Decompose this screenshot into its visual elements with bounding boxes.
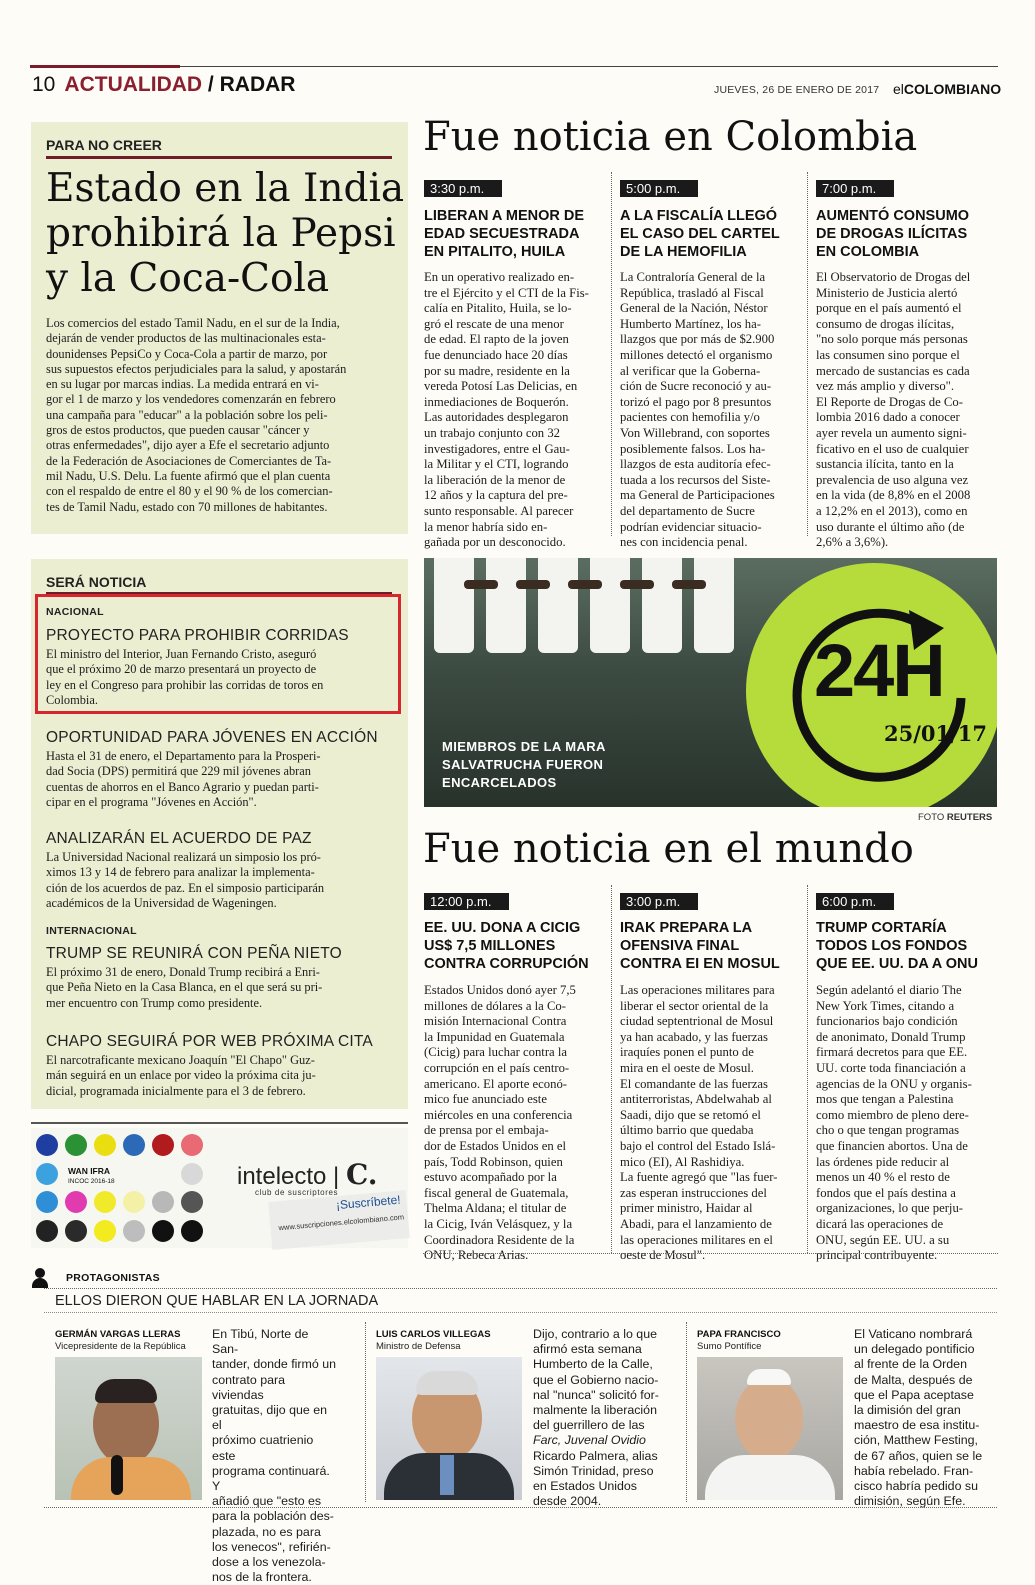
body-line: con el respaldo de entre el 80 y el 90 % de los comercian- [46,484,333,499]
quote-line: plazada, no es para [212,1524,321,1539]
person-name: GERMÁN VARGAS LLERAS [55,1329,181,1340]
body-line: ley en el Congreso para prohibir las corridas de toros en [46,677,324,692]
body-line: sus supuestos efectos perjudiciales para la salud, y apostarán [46,361,347,376]
body-line: prevalencia de uso alguna vez [816,472,969,487]
quote-line: Ricardo Palmera, alias [533,1448,658,1463]
body-line: Las operaciones militares para [620,983,775,997]
quote-line: tander, donde firmó un [212,1357,336,1372]
body-line: del departamento de Sucre [620,503,755,518]
column-divider [807,885,808,1253]
body-line: mer encuentro con Trump como presidente. [46,995,263,1010]
quote-line: había rebelado. Fran- [854,1463,974,1478]
body-line: cipar en el programa "Jóvenes en Acción". [46,794,257,809]
quote-line: ción, Matthew Festing, [854,1433,978,1448]
body-line: que el próximo 20 de marzo presentará un proyecto de [46,662,317,677]
featured-photo [424,558,997,807]
news-title [620,919,805,973]
quote-line: Simón Trinidad, preso [533,1463,654,1478]
body-line: El ministro del Interior, Juan Fernando Cristo, aseguró [46,647,317,661]
title-line: Estado en la India [46,166,405,211]
body-line: que Peña Nieto en la Casa Blanca, en el que será su pri- [46,980,323,995]
body-line: lombia 2016 dado a conocer [816,410,960,425]
body-line: La Universidad Nacional realizará un simposio los pró- [46,850,321,864]
body-line: fue denunciado hace 20 días [424,347,568,362]
body-line: Abadi, para el lanzamiento de [620,1216,772,1231]
quote-line: nos de la frontera. [212,1570,312,1585]
sera-noticia-item-body [46,1053,396,1099]
body-line: cuentas de ahorros en el Banco Agrario y puedan parti- [46,779,319,794]
title-line: DE DROGAS ILÍCITAS [816,226,968,242]
time-badge: 3:30 p.m. [424,180,502,197]
body-line: miércoles en una conferencia [424,1107,573,1122]
body-line: de edad. El rapto de la joven [424,332,569,347]
time-badge: 3:00 p.m. [620,893,698,910]
body-line: que financien abortos. Una de [816,1138,968,1153]
title-line: CONTRA EI EN MOSUL [620,956,780,972]
body-line: dad Socia (DPS) permitirá que 229 mil jóvenes abran [46,764,311,779]
body-line: otras enfermedades", dijo ayer a Efe el secretario adjunto [46,438,330,453]
body-line: Thelma Aldana; el titular de [424,1201,567,1216]
body-line: académicos de la Universidad de Wageningen. [46,895,277,910]
body-line: mil Nadu, U.S. Delu. La fuente afirmó que el plan cuenta [46,468,331,483]
body-line: la menor habría sido en- [424,519,548,534]
intelecto-logo: intelecto | C. [237,1158,378,1191]
para-no-creer-kicker: PARA NO CREER [46,137,162,153]
news-title [816,207,996,261]
body-line: vereda Potosí Las Delicias, en [424,379,578,394]
person-role: Vicepresidente de la República [55,1341,186,1352]
body-line: La Contraloría General de la [620,270,766,284]
title-line: EDAD SECUESTRADA [424,226,580,242]
body-line: dor de Estados Unidos en el [424,1138,567,1153]
quote-line: añadió que "esto es [212,1494,322,1509]
caption-line: SALVATRUCHA FUERON [442,757,604,772]
para-no-creer-title [46,166,406,301]
quote-line: maestro de esa institu- [854,1418,980,1433]
quote-line: próximo cuatrienio este [212,1433,314,1463]
quote-line: programa continuará. Y [212,1463,330,1494]
subsection-name: RADAR [219,73,296,96]
credit-source: REUTERS [946,812,993,823]
body-line: gró el rescate de una menor [424,316,564,331]
title-line: A LA FISCALÍA LLEGÓ [620,208,778,224]
kicker-rule [44,1288,997,1289]
sera-noticia-item-body [46,965,396,1011]
colombia-section-title: Fue noticia en Colombia [423,114,918,160]
title-line: QUE EE. UU. DA A ONU [816,956,978,972]
body-line: principal contribuyente. [816,1248,938,1263]
body-line: Las autoridades desplegaron [424,410,569,425]
body-line: agencias de la ONU y organis- [816,1076,972,1091]
column-divider [365,1322,366,1502]
quote-line: que el Papa aceptase [854,1387,974,1402]
title-line: TODOS LOS FONDOS [816,938,968,954]
body-line: funcionarios bajo condición [816,1014,958,1029]
news-body [816,270,998,551]
body-line: Hasta el 31 de enero, el Departamento para la Prosperi- [46,749,321,763]
protagonistas-subtitle: ELLOS DIERON QUE HABLAR EN LA JORNADA [55,1293,379,1309]
body-line: país, Todd Robinson, quien [424,1154,563,1169]
sera-noticia-item-title: PROYECTO PARA PROHIBIR CORRIDAS [46,627,349,644]
title-line: LIBERAN A MENOR DE [424,208,585,224]
body-line: posiblemente falsos. Los ha- [620,441,766,456]
quote-line: la dimisión del gran [854,1403,961,1418]
body-line: antiterroristas, Abdelwahab al [620,1092,772,1107]
body-line: iraquíes ponen el punto de [620,1045,754,1060]
quote-line: al frente de la Orden [854,1357,967,1372]
body-line: oeste de Mosul". [620,1248,706,1263]
time-badge: 5:00 p.m. [620,180,698,197]
body-line: millones detectó el organismo [620,347,773,362]
body-line: gañada por un desconocido. [424,535,566,550]
body-line: Colombia. [46,692,98,707]
body-line: (Cicig) para luchar contra la [424,1045,568,1060]
body-line: organizaciones, lo que perju- [816,1201,964,1216]
body-line: ción de los acuerdos de paz. En el simposio participarán [46,880,325,895]
quote-line: los venecos", refirién- [212,1539,331,1554]
body-line: misión Internacional Contra [424,1014,567,1029]
brand-prefix: el [893,81,904,97]
quote-line: Dijo, contrario a lo que [533,1327,657,1341]
person-role: Ministro de Defensa [376,1341,461,1352]
body-line: El Reporte de Drogas de Co- [816,394,963,409]
brand-name: COLOMBIANO [903,81,1002,97]
sera-noticia-item-body [46,850,396,911]
quote-line: del guerrillero de las [533,1418,645,1433]
person-icon [32,1268,48,1288]
body-line: dounidenses PepsiCo y Coca-Cola a partir de marzo, por [46,346,328,361]
body-line: vez más amplio y diverso". [816,379,955,394]
club-tagline: club de suscriptores [255,1188,339,1197]
body-line: pacientes con hemofilia y/o [620,410,760,425]
body-line: "no solo porque más personas [816,332,968,347]
subscribe-cta[interactable]: ¡Suscríbete! [335,1192,402,1213]
news-title [620,207,800,261]
body-line: Von Willebrand, con soportes [620,425,770,440]
body-line: mercado de sustancias es cada [816,363,970,378]
body-line: podrían evidenciar situacio- [620,519,762,534]
body-line: de la Federación de Asociaciones de Comerciantes de Ta- [46,453,332,468]
protagonistas-kicker: PROTAGONISTAS [66,1272,160,1284]
column-divider [686,1322,687,1502]
para-no-creer-body [46,316,398,515]
body-line: calía en Pitalito, Huila, se lo- [424,301,572,316]
body-line: por su madre, residente en la [424,363,570,378]
body-line: Humberto Martínez, los ha- [620,316,761,331]
nacional-label: NACIONAL [46,606,104,618]
quote-line: malmente la liberación [533,1403,657,1418]
body-line: mira en el oeste de Mosul. [620,1060,754,1075]
body-line: sunto responsable. Al parecer [424,503,574,518]
body-line: la Impunidad en Guatemala [424,1029,565,1044]
quote-line: contrato para viviendas [212,1372,286,1402]
news-body [424,270,604,551]
section-separator: / [207,73,214,96]
title-line: prohibirá la Pepsi [46,211,396,256]
news-title [816,919,1001,973]
column-divider [611,885,612,1253]
quote-line: Humberto de la Calle, [533,1357,653,1372]
title-line: EL CASO DEL CARTEL [620,226,780,242]
body-line: liberar el sector oriental de la [620,998,769,1013]
body-line: consumo de drogas ilícitas, [816,316,955,331]
body-line: de prensa por el embaja- [424,1123,549,1138]
time-badge: 6:00 p.m. [816,893,894,910]
body-line: corrupción en el país centro- [424,1060,570,1075]
brand-mark: C. [345,1158,378,1191]
body-line: ción de Sucre reconoció y au- [620,379,772,394]
incoc-label: INCOC 2016-18 [68,1178,115,1185]
person-role: Sumo Pontífice [697,1341,762,1352]
body-line: al verificar que la Goberna- [620,363,761,378]
time-badge: 12:00 p.m. [424,893,509,910]
news-title [424,919,609,973]
body-line: uso durante el último año (de [816,519,965,534]
body-line: El próximo 31 de enero, Donald Trump recibirá a Enri- [46,965,320,979]
portrait-image [55,1357,202,1500]
portrait-image [697,1357,843,1500]
title-line: TRUMP CORTARÍA [816,920,947,936]
body-line: firmará decretos para que EE. [816,1045,968,1060]
body-line: a 12,2% en el 2013), como en [816,503,968,518]
body-line: zas esperan instrucciones del [620,1185,767,1200]
body-line: en su lugar por marcas indias. La medida entrará en vi- [46,377,319,392]
24h-label: 24H [814,629,944,712]
body-line: ficativo en el uso de cualquier [816,441,969,456]
24h-date: 25/01/17 [884,721,988,746]
body-line: nes con incidencia penal. [620,535,748,550]
body-line: ya han acabado, y las fuerzas [620,1029,768,1044]
body-line: un trabajo conjunto con 32 [424,425,561,440]
title-line: EN PITALITO, HUILA [424,244,566,260]
brand-text: intelecto [237,1163,327,1190]
body-line: New York Times, citando a [816,998,955,1013]
body-line: El Observatorio de Drogas del [816,270,971,284]
person-quote [854,1327,994,1509]
body-line: Saadi, dijo que se retomó el [620,1107,761,1122]
photo-credit [918,812,992,823]
section-divider [423,1253,998,1254]
body-line: mico fue anunciado este [424,1092,547,1107]
body-line: Los comercios del estado Tamil Nadu, en el sur de la India, [46,316,340,330]
person-quote [533,1327,673,1509]
body-line: bajo el control del Estado Islá- [620,1138,776,1153]
bottom-rule [44,1507,997,1508]
column-divider [611,172,612,536]
body-line: La fuente agregó que "las fuer- [620,1170,778,1185]
subtitle-rule [44,1312,997,1313]
page-number: 10 [32,73,56,96]
title-line: DE LA HEMOFILIA [620,244,747,260]
body-line: estuvo acompañado por la [424,1170,557,1185]
body-line: dicial, programada inicialmente para el 3 de febrero. [46,1083,306,1098]
body-line: tuada a los recursos del Siste- [620,472,771,487]
news-title [424,207,604,261]
quote-line: En Tibú, Norte de San- [212,1327,309,1357]
header-rule [30,66,998,67]
quote-line: desde 2004. [533,1494,602,1509]
body-line: americano. El aporte econó- [424,1076,568,1091]
sera-noticia-item-body [46,647,396,708]
time-badge: 7:00 p.m. [816,180,894,197]
quote-line: nal "nunca" solicitó for- [533,1387,659,1402]
quote-line: dose a los venezola- [212,1555,326,1570]
issue-date: JUEVES, 26 DE ENERO DE 2017 [714,84,880,96]
subscribe-url[interactable]: www.suscripciones.elcolombiano.com [278,1212,405,1233]
body-line: El narcotraficante mexicano Joaquín "El Chapo" Guz- [46,1053,315,1067]
caption-line: MIEMBROS DE LA MARA [442,739,606,754]
quote-line: en Estados Unidos [533,1479,638,1494]
caption-line: ENCARCELADOS [442,775,557,790]
newspaper-brand [893,81,1001,97]
body-line: 12 años y la captura del pre- [424,488,568,503]
title-line: OFENSIVA FINAL [620,938,740,954]
body-line: ximos 13 y 14 de febrero para analizar la implementa- [46,865,315,880]
body-line: 2,6% a 3,6%). [816,535,889,550]
body-line: En un operativo realizado en- [424,270,575,284]
body-line: mán seguirá en un enlace por video la próxima cita ju- [46,1068,316,1083]
body-line: dejarán de vender productos de las multinacionales esta- [46,331,326,346]
body-line: Ministerio de Justicia alertó [816,285,958,300]
body-line: porque en el país aumentó el [816,301,962,316]
body-line: Estados Unidos donó ayer 7,5 [424,983,576,997]
body-line: la liberación de la menor de [424,472,566,487]
body-line: millones de dólares a la Co- [424,998,566,1013]
body-line: ciudad septentrional de Mosul [620,1014,774,1029]
sera-noticia-item-body [46,749,396,810]
body-line: las órdenes pide reducir al [816,1154,950,1169]
color-swatch-grid [36,1134,208,1246]
body-line: último barrio que quedaba [620,1123,754,1138]
news-body [620,270,802,551]
body-line: como miembro de pleno dere- [816,1107,969,1122]
body-line: Según adelantó el diario The [816,983,962,997]
title-line: EN COLOMBIA [816,244,920,260]
title-line: CONTRA CORRUPCIÓN [424,956,589,972]
title-line: EE. UU. DONA A CICIG [424,920,581,936]
body-line: la Cicig, Iván Velásquez, y la [424,1216,573,1231]
section-header [32,73,295,97]
body-line: de anonimato, Donald Trump [816,1029,966,1044]
ad-divider [31,1122,408,1124]
body-line: Coordinadora Residente de la [424,1232,575,1247]
body-line: la Militar y el CTI, logrando [424,457,569,472]
portrait-image [376,1357,522,1500]
quote-line: afirmó esta semana [533,1342,642,1357]
body-line: gor el 1 de marzo y los vendedores comenzarán en febrero [46,392,336,407]
body-line: cho o que tengan programas [816,1123,960,1138]
body-line: sustancia ilícita, tanto en la [816,457,954,472]
title-line: US$ 7,5 MILLONES [424,938,556,954]
kicker-rule [46,156,392,159]
quote-line: de 67 años, quien se le [854,1448,983,1463]
sera-noticia-item-title: TRUMP SE REUNIRÁ CON PEÑA NIETO [46,945,342,962]
quote-line: para la población des- [212,1509,334,1524]
quote-line: Farc, Juvenal Ovidio [533,1433,646,1448]
news-body [816,983,998,1264]
body-line: República, trasladó al Fiscal [620,285,764,300]
sera-noticia-kicker: SERÁ NOTICIA [46,574,147,590]
body-line: fondos que el país destina a [816,1185,956,1200]
body-line: ayer revela un aumento signi- [816,425,967,440]
sera-noticia-item-title: CHAPO SEGUIRÁ POR WEB PRÓXIMA CITA [46,1033,373,1050]
quote-line: dimisión, según Efe. [854,1494,966,1509]
sera-noticia-item-title: OPORTUNIDAD PARA JÓVENES EN ACCIÓN [46,729,378,746]
body-line: El comandante de las fuerzas [620,1076,768,1091]
title-line: IRAK PREPARA LA [620,920,753,936]
news-body [620,983,802,1264]
column-divider [807,172,808,536]
body-line: tes de Tamil Nadu, estado con 70 millones de habitantes. [46,499,328,514]
person-quote [212,1327,337,1585]
body-line: menos un 40 % el resto de [816,1170,950,1185]
photo-caption [442,738,606,792]
mundo-section-title: Fue noticia en el mundo [423,826,914,872]
body-line: primer ministro, Haidar al [620,1201,753,1216]
title-line: y la Coca-Cola [46,256,330,301]
quote-line: gratuitas, dijo que en el [212,1403,328,1433]
body-line: dicará las operaciones de [816,1216,944,1231]
wan-ifra-label: WAN IFRA [68,1166,111,1176]
person-name: LUIS CARLOS VILLEGAS [376,1329,491,1340]
body-line: mos que tengan a Palestina [816,1092,954,1107]
body-line: las consumen sino porque el [816,347,960,362]
sera-noticia-item-title: ANALIZARÁN EL ACUERDO DE PAZ [46,830,312,847]
body-line: ma General de Participaciones [620,488,775,503]
person-name: PAPA FRANCISCO [697,1329,781,1340]
body-line: investigadores, entre el Gau- [424,441,570,456]
body-line: una campaña para "educar" a la población sobre los peli- [46,407,328,422]
body-line: UU. corte toda financiación a [816,1060,966,1075]
quote-line: El Vaticano nombrará [854,1327,973,1341]
body-line: llazgos de esta auditoría efec- [620,457,771,472]
body-line: mico (EI), Al Rashidiya. [620,1154,745,1169]
title-line: AUMENTÓ CONSUMO [816,208,970,224]
body-line: tre el Ejército y el CTI de la Fis- [424,285,589,300]
credit-prefix: FOTO [918,812,945,823]
quote-line: cisco habría pedido su [854,1479,978,1494]
quote-line: un delegado pontificio [854,1342,975,1357]
body-line: ONU, Rebeca Arias. [424,1248,529,1263]
body-line: fiscal general de Guatemala, [424,1185,569,1200]
body-line: las operaciones militares en el [620,1232,773,1247]
body-line: en la vida (de 8,8% en el 2008 [816,488,971,503]
internacional-label: INTERNACIONAL [46,925,137,937]
body-line: ONU, según EE. UU. a su [816,1232,950,1247]
body-line: inmediaciones de Boquerón. [424,394,569,409]
quote-line: que el Gobierno nacio- [533,1372,659,1387]
body-line: torizó el pago por 8 presuntos [620,394,772,409]
body-line: General de la Nación, Néstor [620,301,768,316]
body-line: gros de estos productos, que pueden causar "cáncer y [46,423,310,438]
section-name: ACTUALIDAD [64,73,203,96]
quote-line: de Malta, después de [854,1372,973,1387]
body-line: llazgos que por más de $2.900 [620,332,775,347]
news-body [424,983,606,1264]
